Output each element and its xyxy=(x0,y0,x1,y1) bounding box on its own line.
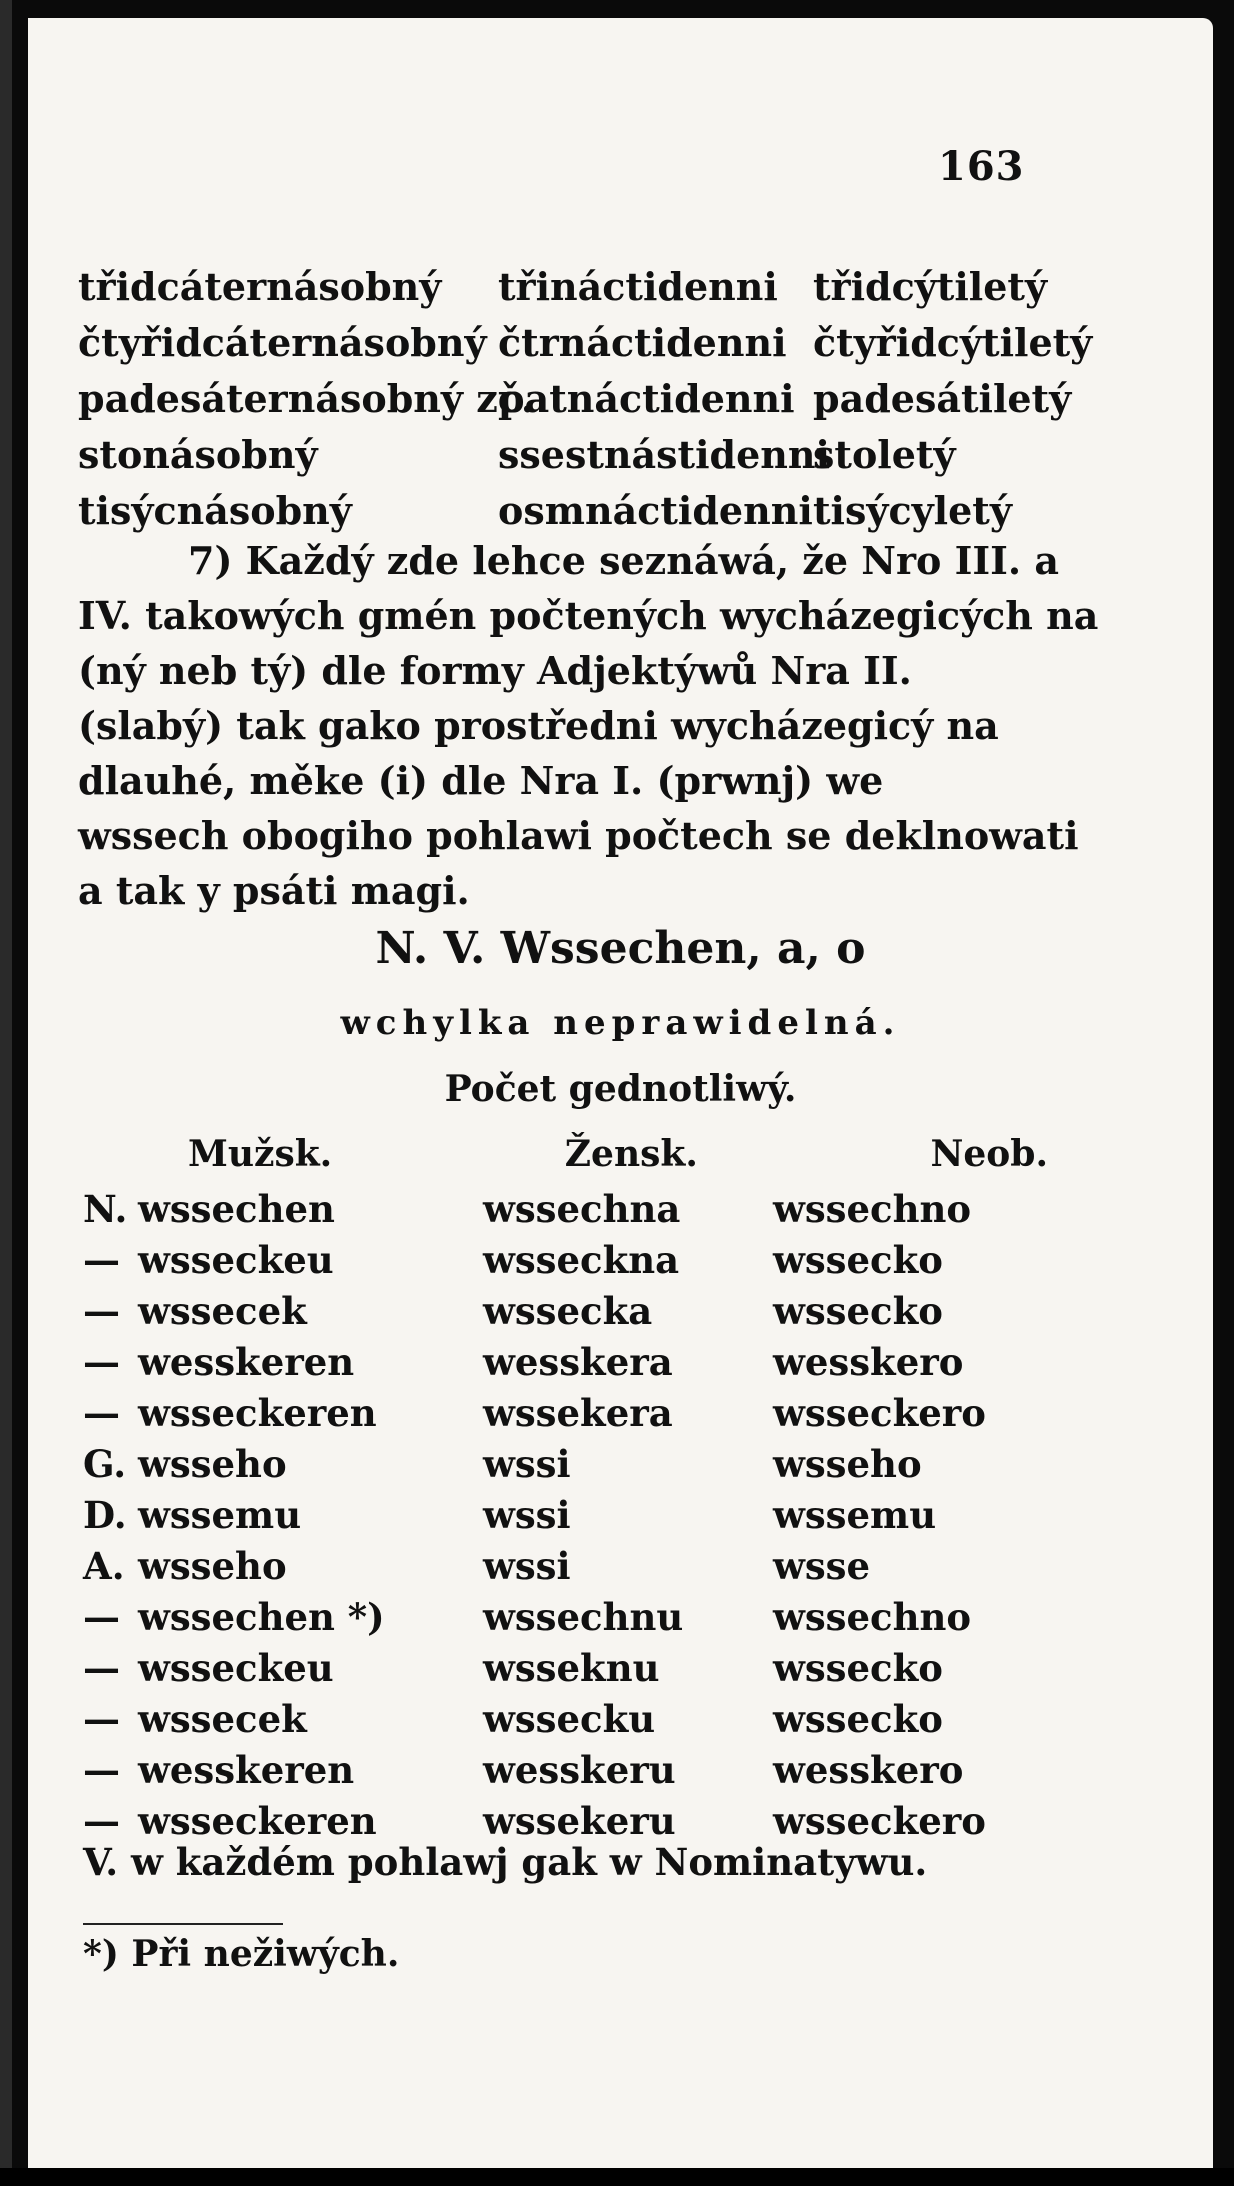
declension-cell-n: wssechno xyxy=(773,1594,972,1639)
declension-row xyxy=(83,1183,1143,1234)
footnote: *) Při nežiwých. xyxy=(83,1933,400,1975)
declension-cell-m: wsseckeu xyxy=(138,1645,334,1690)
multiples-columns xyxy=(78,258,1118,538)
declension-cell-n: wesskero xyxy=(773,1747,964,1792)
declension-cell-f: wsseckna xyxy=(483,1237,680,1282)
declension-row xyxy=(83,1744,1143,1795)
footnote-rule xyxy=(83,1923,283,1925)
declension-row xyxy=(83,1234,1143,1285)
multiples-cell: třidcáternásobný xyxy=(78,263,442,309)
declension-cell-n: wsseckero xyxy=(773,1390,986,1435)
multiples-cell: ssestnástidenni xyxy=(498,431,830,477)
declension-cell-f: wssi xyxy=(483,1441,571,1486)
declension-cell-f: wssi xyxy=(483,1543,571,1588)
declension-cell-n: wssecko xyxy=(773,1645,943,1690)
declension-cell-m: wesskeren xyxy=(138,1339,355,1384)
multiples-cell: stonásobný xyxy=(78,431,318,477)
declension-cell-case: — xyxy=(83,1237,120,1282)
declension-cell-case: — xyxy=(83,1747,120,1792)
declension-row xyxy=(83,1642,1143,1693)
multiples-cell: patnáctidenni xyxy=(498,375,795,421)
multiples-cell: třidcýtiletý xyxy=(813,263,1048,309)
multiples-cell: čtyřidcýtiletý xyxy=(813,319,1093,365)
declension-cell-f: wssecka xyxy=(483,1288,653,1333)
declension-row xyxy=(83,1336,1143,1387)
number-title: Počet gednotliwý. xyxy=(444,1068,797,1110)
declension-cell-case: G. xyxy=(83,1441,127,1486)
declension-cell-n: wssecko xyxy=(773,1288,943,1333)
declension-cell-case: — xyxy=(83,1696,120,1741)
declension-cell-m: wssemu xyxy=(138,1492,302,1537)
section-subheading: wchylka neprawidelná. xyxy=(340,1003,901,1043)
declension-cell-case: N. xyxy=(83,1186,128,1231)
multiples-row xyxy=(78,482,1118,538)
declension-cell-n: wssecko xyxy=(773,1237,943,1282)
declension-cell-f: wssekera xyxy=(483,1390,673,1435)
gender-header-masculine: Mužsk. xyxy=(188,1133,333,1175)
multiples-cell: třináctidenni xyxy=(498,263,778,309)
vocative-line: V. w každém pohlawj gak w Nominatywu. xyxy=(83,1840,928,1884)
multiples-cell: padesátiletý xyxy=(813,375,1072,421)
rule-paragraph xyxy=(78,533,1118,918)
declension-cell-case: — xyxy=(83,1339,120,1384)
paragraph-line: (ný neb tý) dle formy Adjektýwů Nra II. xyxy=(78,648,912,693)
declension-cell-n: wssecko xyxy=(773,1696,943,1741)
multiples-cell: osmnáctidenni xyxy=(498,487,813,533)
declension-cell-n: wssemu xyxy=(773,1492,937,1537)
declension-cell-case: — xyxy=(83,1645,120,1690)
multiples-row xyxy=(78,258,1118,314)
declension-row xyxy=(83,1489,1143,1540)
paragraph-line: IV. takowých gmén počtených wycházegicých na xyxy=(78,593,1099,638)
declension-cell-case: D. xyxy=(83,1492,127,1537)
declension-row xyxy=(83,1387,1143,1438)
declension-cell-f: wssi xyxy=(483,1492,571,1537)
declension-cell-case: — xyxy=(83,1798,120,1843)
declension-cell-m: wssechen xyxy=(138,1186,335,1231)
scan-edge xyxy=(0,2168,1234,2186)
declension-cell-f: wesskeru xyxy=(483,1747,676,1792)
gender-header-neuter: Neob. xyxy=(930,1133,1048,1175)
declension-cell-f: wesskera xyxy=(483,1339,673,1384)
declension-cell-m: wsseho xyxy=(138,1441,287,1486)
gender-header-feminine: Žensk. xyxy=(564,1133,698,1175)
declension-cell-n: wsseho xyxy=(773,1441,922,1486)
gender-headers xyxy=(188,1133,1048,1175)
declension-row xyxy=(83,1693,1143,1744)
declension-cell-n: wsseckero xyxy=(773,1798,986,1843)
declension-cell-m: wesskeren xyxy=(138,1747,355,1792)
declension-row xyxy=(83,1285,1143,1336)
declension-cell-m: wssecek xyxy=(138,1696,307,1741)
declension-cell-f: wssechnu xyxy=(483,1594,684,1639)
declension-cell-m: wsseckeren xyxy=(138,1390,377,1435)
declension-cell-case: — xyxy=(83,1390,120,1435)
declension-row xyxy=(83,1438,1143,1489)
book-gutter xyxy=(0,0,12,2186)
declension-cell-n: wssechno xyxy=(773,1186,972,1231)
book-page xyxy=(28,18,1213,2168)
declension-row xyxy=(83,1540,1143,1591)
multiples-cell: stoletý xyxy=(813,431,956,477)
declension-cell-case: A. xyxy=(83,1543,125,1588)
multiples-row xyxy=(78,370,1118,426)
declension-row xyxy=(83,1795,1143,1846)
paragraph-line: a tak y psáti magi. xyxy=(78,868,470,913)
multiples-cell: čtrnáctidenni xyxy=(498,319,787,365)
paragraph-line: wssech obogiho pohlawi počtech se deklnowati xyxy=(78,813,1079,858)
multiples-cell: tisýcnásobný xyxy=(78,487,352,533)
multiples-cell: čtyřidcáternásobný xyxy=(78,319,487,365)
declension-cell-f: wssechna xyxy=(483,1186,681,1231)
declension-table xyxy=(83,1183,1143,1846)
declension-cell-f: wssekeru xyxy=(483,1798,676,1843)
declension-cell-f: wssecku xyxy=(483,1696,656,1741)
multiples-row xyxy=(78,426,1118,482)
declension-cell-m: wsseckeren xyxy=(138,1798,377,1843)
declension-cell-m: wssecek xyxy=(138,1288,307,1333)
declension-cell-case: — xyxy=(83,1288,120,1333)
multiples-row xyxy=(78,314,1118,370)
multiples-cell: tisýcyletý xyxy=(813,487,1012,533)
multiples-cell: padesáternásobný zč. xyxy=(78,375,535,421)
section-heading: N. V. Wssechen, a, o xyxy=(375,923,866,974)
paragraph-line: 7) Každý zde lehce seznáwá, že Nro III. a xyxy=(188,538,1060,583)
declension-cell-case: — xyxy=(83,1594,120,1639)
page-number: 163 xyxy=(938,143,1025,190)
declension-cell-m: wsseho xyxy=(138,1543,287,1588)
declension-cell-m: wssechen *) xyxy=(138,1594,385,1639)
declension-cell-m: wsseckeu xyxy=(138,1237,334,1282)
declension-row xyxy=(83,1591,1143,1642)
paragraph-line: dlauhé, měke (i) dle Nra I. (prwnj) we xyxy=(78,758,884,803)
declension-cell-n: wsse xyxy=(773,1543,871,1588)
declension-cell-n: wesskero xyxy=(773,1339,964,1384)
paragraph-line: (slabý) tak gako prostředni wycházegicý na xyxy=(78,703,999,748)
declension-cell-f: wsseknu xyxy=(483,1645,660,1690)
